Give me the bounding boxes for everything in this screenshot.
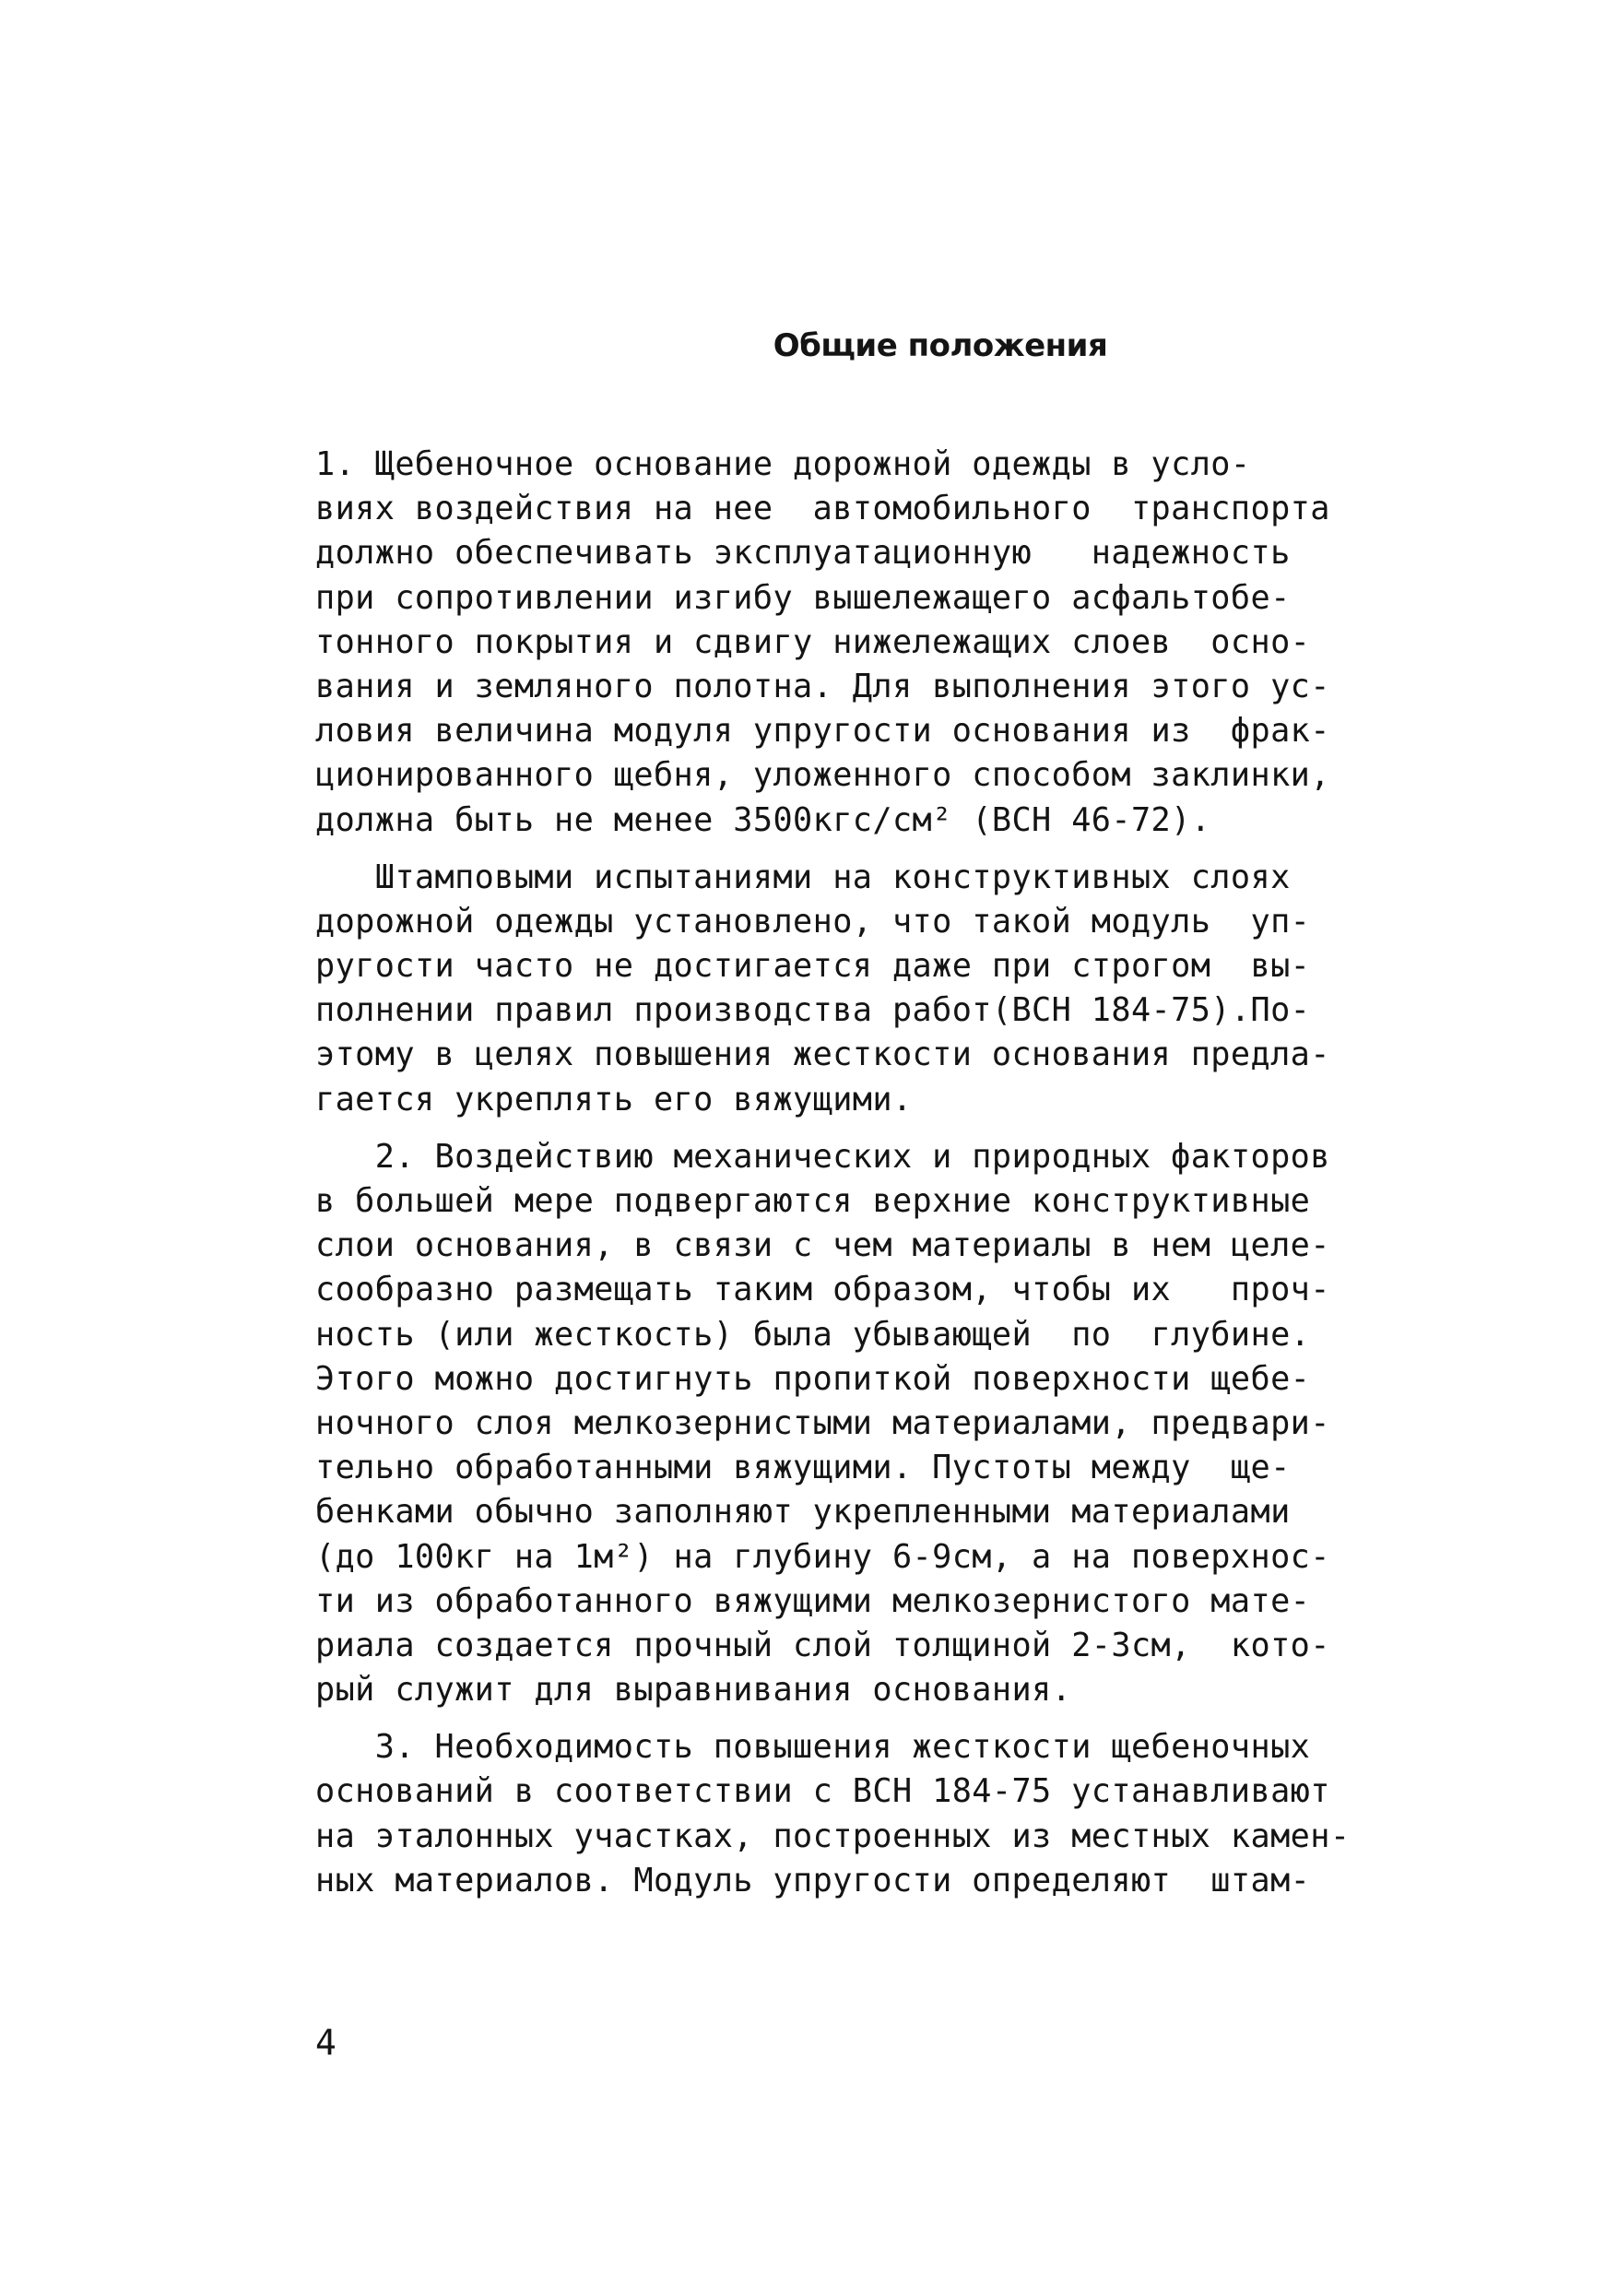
text-line: виях воздействия на нее автомобильного транспорта bbox=[315, 490, 1330, 528]
section-heading: Общие положения bbox=[773, 327, 1108, 364]
paragraph-gap bbox=[315, 1122, 1486, 1135]
text-line: гается укреплять его вяжущими. bbox=[315, 1080, 913, 1118]
text-line: ловия величина модуля упругости основания из фрак- bbox=[315, 712, 1330, 751]
page-number: 4 bbox=[315, 2022, 336, 2063]
text-line: этому в целях повышения жесткости основания предла- bbox=[315, 1036, 1330, 1074]
text-line: при сопротивлении изгибу вышележащего асфальтобе- bbox=[315, 578, 1291, 617]
text-line: Этого можно достигнуть пропиткой поверхности щебе- bbox=[315, 1359, 1311, 1398]
paragraph-2 bbox=[315, 856, 1486, 1122]
text-line: ных материалов. Модуль упругости определяют штам- bbox=[315, 1861, 1311, 1900]
text-line: сообразно размещать таким образом, чтобы их проч- bbox=[315, 1271, 1330, 1309]
text-line: оснований в соответствии с ВСН 184-75 устанавливают bbox=[315, 1772, 1330, 1811]
text-line: тонного покрытия и сдвигу нижележащих слоев осно- bbox=[315, 622, 1311, 661]
text-line: должно обеспечивать эксплуатационную надежность bbox=[315, 534, 1291, 573]
text-line: тельно обработанными вяжущими. Пустоты между ще- bbox=[315, 1449, 1291, 1487]
text-line: 3. Необходимость повышения жесткости щебеночных bbox=[315, 1728, 1311, 1767]
text-line: 2. Воздействию механических и природных факторов bbox=[315, 1137, 1330, 1176]
paragraph-1 bbox=[315, 443, 1486, 843]
text-line: вания и земляного полотна. Для выполнения этого ус- bbox=[315, 667, 1330, 705]
text-line: риала создается прочный слой толщиной 2-3см, кото- bbox=[315, 1626, 1330, 1664]
text-line: рый служит для выравнивания основания. bbox=[315, 1671, 1072, 1710]
text-line: ность (или жесткость) была убывающей по глубине. bbox=[315, 1315, 1311, 1354]
text-line: (до 100кг на 1м²) на глубину 6-9см, а на поверхнос- bbox=[315, 1537, 1330, 1576]
text-line: слои основания, в связи с чем материалы в нем целе- bbox=[315, 1226, 1330, 1265]
text-line: на эталонных участках, построенных из местных камен- bbox=[315, 1817, 1351, 1855]
text-line: дорожной одежды установлено, что такой модуль уп- bbox=[315, 902, 1311, 941]
text-line: в большей мере подвергаются верхние конструктивные bbox=[315, 1182, 1311, 1220]
paragraph-gap bbox=[315, 843, 1486, 856]
text-line: должна быть не менее 3500кгс/см² (ВСН 46-72). bbox=[315, 800, 1211, 839]
text-line: Штамповыми испытаниями на конструктивных слоях bbox=[315, 858, 1291, 896]
paragraph-3 bbox=[315, 1135, 1486, 1712]
text-line: ти из обработанного вяжущими мелкозернистого мате- bbox=[315, 1581, 1311, 1620]
text-line: полнении правил производства работ(ВСН 184-75).По- bbox=[315, 991, 1311, 1030]
body-text bbox=[315, 443, 1486, 1903]
text-line: ционированного щебня, уложенного способом заклинки, bbox=[315, 756, 1330, 795]
paragraph-4 bbox=[315, 1725, 1486, 1903]
paragraph-gap bbox=[315, 1712, 1486, 1725]
text-line: 1. Щебеночное основание дорожной одежды в усло- bbox=[315, 445, 1251, 483]
text-line: бенками обычно заполняют укрепленными материалами bbox=[315, 1493, 1291, 1532]
text-line: ночного слоя мелкозернистыми материалами, предвари- bbox=[315, 1403, 1330, 1442]
text-line: ругости часто не достигается даже при строгом вы- bbox=[315, 947, 1311, 986]
